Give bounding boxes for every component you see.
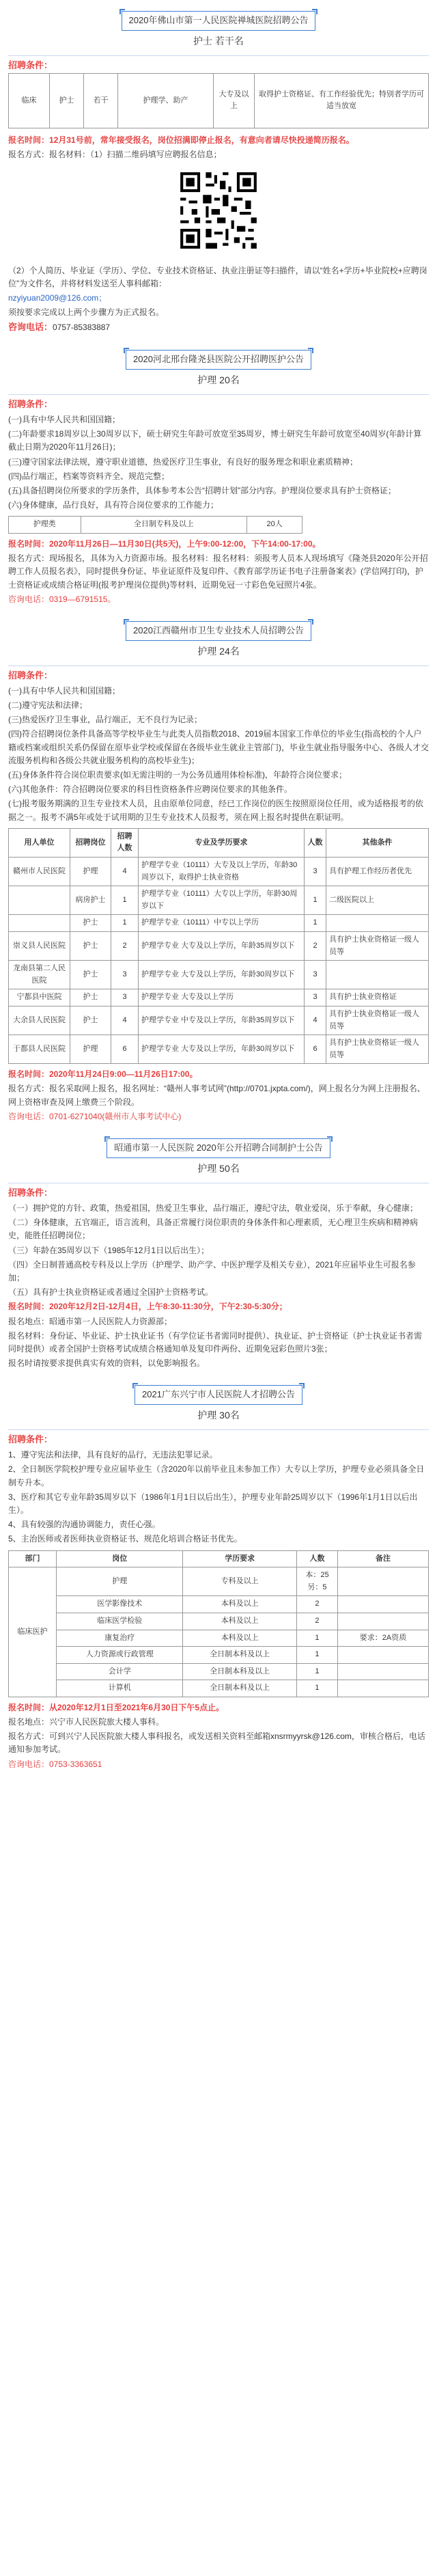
table-cell <box>337 1567 428 1596</box>
table-cell: 1 <box>305 915 326 932</box>
table-cell: 1 <box>305 886 326 915</box>
table-cell: 护士 <box>70 931 111 960</box>
list-item: 5、主治医师或者医师执业资格证书、规范化培训合格证书优先。 <box>8 1534 242 1544</box>
table-header: 人数 <box>305 828 326 857</box>
conditions-label: 招聘条件： <box>8 60 53 71</box>
table-cell: 全日制专科及以上 <box>81 517 247 534</box>
list-item: (一)具有中华人民共和国国籍； <box>8 415 120 425</box>
table-cell: 护理学专业 大专及以上学历 <box>139 989 305 1006</box>
list-item: (四)品行端正，档案等资料齐全、规范完整； <box>8 471 169 481</box>
table-cell: 具有护士执业资格证一级人员等 <box>326 1035 429 1064</box>
section-title: 2020江西赣州市卫生专业技术人员招聘公告 <box>126 621 311 641</box>
table-cell: 本：25 另：5 <box>296 1567 337 1596</box>
table-cell: 1 <box>296 1680 337 1697</box>
table-cell: 4 <box>111 1006 139 1034</box>
list-item: (二)遵守宪法和法律； <box>8 700 87 711</box>
list-item: （一）拥护党的方针、政策，热爱祖国，热爱卫生事业，品行端正，遵纪守法，敬业爱岗，乐于奉献，身心健康； <box>8 1203 419 1214</box>
table-row <box>9 1596 429 1613</box>
list-item: (四)符合招聘岗位条件具备高等学校毕业生与此类人员指数2018、2019届本国家工作单位的毕业生(指高校的个人户籍或档案或组织关系仍保留在原毕业学校或保留在各级毕业生就业主管部门)，毕业生就业指导服务中心、各级人才交流服务机构和各级公共就业服务机构的高校毕业生)； <box>8 729 429 765</box>
table-header: 部门 <box>9 1550 57 1567</box>
section-1 <box>8 11 429 335</box>
list-item: (一)具有中华人民共和国国籍； <box>8 685 120 696</box>
list-item: (二)年龄要求18周岁以上30周岁以下，硕士研究生年龄可放宽至35周岁，博士研究生年龄可放宽至40周岁(年龄计算截止日期为2020年11月26日)； <box>8 429 422 452</box>
time-line: 报名时间：2020年11月26日—11月30日(共5天)，上午9:00-12:00，下午14:00-17:00。 <box>8 538 321 549</box>
table-cell: 护士 <box>50 73 84 128</box>
conditions-label: 招聘条件： <box>8 670 53 681</box>
table-cell: 4 <box>305 1006 326 1034</box>
note-line: 报名时请按要求提供真实有效的资料，以免影响报名。 <box>8 1358 206 1369</box>
table-cell: 若干 <box>84 73 118 128</box>
table-cell: 会计学 <box>57 1663 183 1680</box>
conditions-label: 招聘条件： <box>8 1434 53 1445</box>
conditions-label: 招聘条件： <box>8 1188 53 1198</box>
table-header: 招聘岗位 <box>70 828 111 857</box>
table-cell: 护理学专业 大专及以上学历，年龄35周岁以下 <box>139 931 305 960</box>
phone-label: 咨询电话： <box>8 322 53 333</box>
conditions-label: 招聘条件： <box>8 399 53 410</box>
table-cell: 1 <box>296 1630 337 1647</box>
table-cell: 宁都县中医院 <box>9 989 70 1006</box>
method-line: 报名方式：可到兴宁人民医院旅大楼人事科报名，或发送相关资料至邮箱xnsrmyyrsk@126.com，审核合格后，电话通知参加考试。 <box>8 1731 425 1755</box>
table-row <box>9 1680 429 1697</box>
table-cell: 临床 <box>9 73 50 128</box>
table-cell: 6 <box>111 1035 139 1064</box>
table-cell: 全日制本科及以上 <box>183 1680 297 1697</box>
table-row <box>9 915 429 932</box>
table-cell: 临床医学检验 <box>57 1613 183 1630</box>
positions-table <box>8 1550 429 1697</box>
table-row <box>9 1630 429 1647</box>
table-cell: 护理学专业（10111）大专以上学历，年龄30周岁以下 <box>139 886 305 915</box>
table-cell: 2 <box>296 1613 337 1630</box>
table-cell: 临床医护 <box>9 1567 57 1697</box>
table-cell: 龙南县第二人民医院 <box>9 961 70 989</box>
table-cell <box>337 1680 428 1697</box>
list-item: (三)热爱医疗卫生事业，品行端正，无不良行为记录； <box>8 715 202 725</box>
list-item: (五)具备招聘岗位所要求的学历条件，具体参考本公告“招聘计划”部分内容。护理岗位要求具有护士资格证； <box>8 486 396 496</box>
table-cell: 护士 <box>70 989 111 1006</box>
list-item: 2、全日制医学院校护理专业应届毕业生（含2020年以前毕业且未参加工作）大专以上学历，护理专业必须具备全日制专升本。 <box>8 1464 425 1488</box>
section-title: 2020年佛山市第一人民医院禅城医院招聘公告 <box>122 11 316 31</box>
time-line: 报名时间：从2020年12月1日至2021年6月30日下午5点止。 <box>8 1702 225 1712</box>
section-subtitle: 护理 50名 <box>197 1162 240 1174</box>
table-header: 用人单位 <box>9 828 70 857</box>
qr-code-icon[interactable] <box>178 169 259 251</box>
list-item: （三）年龄在35周岁以下（1985年12月1日以后出生）； <box>8 1245 210 1255</box>
phone-line: 咨询电话：0753-3363651 <box>8 1759 102 1769</box>
table-cell: 全日制本科及以上 <box>183 1663 297 1680</box>
table-cell: 20人 <box>247 517 302 534</box>
table-cell: 要求：2A资质 <box>337 1630 428 1647</box>
table-cell: 具有护理工作经历者优先 <box>326 857 429 886</box>
table-cell: 具有护士执业资格证 <box>326 989 429 1006</box>
table-cell: 于都县人民医院 <box>9 1035 70 1064</box>
table-cell: 取得护士资格证、有工作经验优先；特别者学历可适当放宽 <box>255 73 429 128</box>
table-row <box>9 886 429 915</box>
positions-table <box>8 828 429 1065</box>
table-row <box>9 989 429 1006</box>
list-item: (五)身体条件符合岗位职责要求(如无需注明的一为公务员通用体检标准)，年龄符合岗位要求； <box>8 770 347 780</box>
table-cell: 医学影像技术 <box>57 1596 183 1613</box>
table-cell: 2 <box>305 931 326 960</box>
table-header: 招聘人数 <box>111 828 139 857</box>
deadline-line: 报名时间：12月31号前，常年接受报名，岗位招满即停止报名，有意向者请尽快投递简历报名。 <box>8 135 354 145</box>
section-subtitle: 护理 30名 <box>197 1410 240 1421</box>
table-cell: 大专及以上 <box>214 73 255 128</box>
table-row <box>9 961 429 989</box>
section-2 <box>8 350 429 606</box>
table-row <box>9 931 429 960</box>
table-cell: 护士 <box>70 915 111 932</box>
table-cell: 崇义县人民医院 <box>9 931 70 960</box>
table-cell: 3 <box>111 989 139 1006</box>
table-cell <box>337 1647 428 1664</box>
list-item: （四）全日制普通高校专科及以上学历（护理学、助产学、中医护理学及相关专业），2021年应届毕业生可报名参加； <box>8 1259 416 1283</box>
table-row <box>9 1006 429 1034</box>
method-line: 报名方式：报名采取网上报名，报名网址：“赣州人事考试网”(http://0701.jxpta.com/)，网上报名分为网上注册报名、网上资格审查及网上缴费三个阶段。 <box>8 1084 425 1107</box>
table-header: 学历要求 <box>183 1550 297 1567</box>
table-cell: 计算机 <box>57 1680 183 1697</box>
table-cell: 护理类 <box>9 517 81 534</box>
list-item: 3、医疗和其它专业年龄35周岁以下（1986年1月1日以后出生），护理专业年龄25周岁以下（1996年1月1日以后出生）。 <box>8 1492 418 1515</box>
list-item: （二）身体健康，五官端正，语言流利，具备正常履行岗位职责的身体条件和心理素质，无心理卫生疾病和精神病史，能胜任招聘岗位； <box>8 1218 419 1241</box>
section-title: 2021广东兴宁市人民医院人才招聘公告 <box>135 1385 302 1405</box>
table-cell: 全日制本科及以上 <box>183 1647 297 1664</box>
list-item: （五）具有护士执业资格证或者通过全国护士资格考试。 <box>8 1287 214 1298</box>
table-cell: 4 <box>111 857 139 886</box>
time-line: 报名时间：2020年11月24日9:00—11月26日17:00。 <box>8 1069 198 1080</box>
table-cell: 3 <box>305 857 326 886</box>
table-cell: 1 <box>111 886 139 915</box>
table-header: 人数 <box>296 1550 337 1567</box>
table-cell: 护士 <box>70 961 111 989</box>
section-5 <box>8 1385 429 1771</box>
table-row <box>9 1567 429 1596</box>
table-cell: 本科及以上 <box>183 1596 297 1613</box>
table-header: 备注 <box>337 1550 428 1567</box>
phone-line: 咨询电话：0319—6791515。 <box>8 594 116 604</box>
table-cell: 具有护士执业资格证一级人员等 <box>326 1006 429 1034</box>
list-item: (三)遵守国家法律法规，遵守职业道德，热爱医疗卫生事业，有良好的服务理念和职业素质精神； <box>8 456 358 467</box>
table-row <box>9 857 429 886</box>
section-3 <box>8 621 429 1123</box>
conditions-list <box>8 685 429 824</box>
method-line: 报名方式：报名材料：（1）扫描二维码填写应聘报名信息； <box>8 150 222 160</box>
section-4 <box>8 1138 429 1370</box>
table-cell: 护理学、助产 <box>118 73 214 128</box>
table-cell: 护理学专业（10111）大专及以上学历，年龄30周岁以下，取得护士执业资格 <box>139 857 305 886</box>
section-subtitle: 护理 20名 <box>197 374 240 385</box>
table-row <box>9 1663 429 1680</box>
phone-line: 咨询电话：0701-6271040(赣州市人事考试中心) <box>8 1111 182 1121</box>
table-cell <box>9 886 70 915</box>
table-cell: 具有护士执业资格证一级人员等 <box>326 931 429 960</box>
table-cell: 护理学专业 大专及以上学历，年龄30周岁以下 <box>139 1035 305 1064</box>
table-cell: 护理学专业（10111）中专以上学历 <box>139 915 305 932</box>
table-row <box>9 1035 429 1064</box>
list-item: 4、具有较强的沟通协调能力，责任心强。 <box>8 1520 160 1530</box>
positions-table <box>8 516 302 534</box>
section-subtitle: 护士 若干名 <box>193 35 244 46</box>
table-cell: 康复治疗 <box>57 1630 183 1647</box>
table-cell: 护士 <box>70 1006 111 1034</box>
note-line: 须按要求完成以上两个步骤方为正式报名。 <box>8 307 165 318</box>
conditions-list <box>8 1202 429 1299</box>
time-line: 报名时间：2020年12月2日-12月4日，上午8:30-11:30分，下午2:30-5:30分； <box>8 1302 287 1312</box>
section-title: 昭通市第一人民医院 2020年公开招聘合同制护士公告 <box>107 1138 330 1158</box>
table-cell: 护理学专业 中专及以上学历，年龄35周岁以下 <box>139 1006 305 1034</box>
place-line: 报名地点：兴宁市人民医院旅大楼人事科。 <box>8 1717 165 1727</box>
table-cell: 6 <box>305 1035 326 1064</box>
table-cell: 专科及以上 <box>183 1567 297 1596</box>
table-cell: 1 <box>296 1663 337 1680</box>
table-cell: 2 <box>111 931 139 960</box>
table-cell <box>9 915 70 932</box>
table-cell: 3 <box>111 961 139 989</box>
conditions-list <box>8 1449 429 1546</box>
table-cell: 护理 <box>70 857 111 886</box>
table-cell: 3 <box>305 989 326 1006</box>
table-cell <box>326 915 429 932</box>
table-cell: 3 <box>305 961 326 989</box>
method-line: 报名方式：现场报名，具体为入力资源市场。报名材料：报名材料：须报考人员本人现场填写《隆尧县2020年公开招聘工作人员报名表》，同时提供身份证、毕业证原件及复印件、《教育部学历证书电子注册备案表》(学信网打印)，护士资格证或成绩合格证明(报考护理岗位提供)等材料，近期免冠一寸彩色免冠照片4张。 <box>8 553 428 590</box>
table-cell <box>337 1596 428 1613</box>
table-row <box>9 1613 429 1630</box>
phone-number[interactable]: 0757-85383887 <box>53 323 111 333</box>
table-row <box>9 1647 429 1664</box>
table-cell: 本科及以上 <box>183 1630 297 1647</box>
table-cell: 1 <box>111 915 139 932</box>
materials-line: 报名材料：身份证、毕业证、护士执业证书（有学位证书者需同时提供）、执业证、护士资格证（护士执业证书者需同时提供）或者全国护士资格考试成绩合格通知单及复印件两份、近期免冠彩色照片3张； <box>8 1330 423 1354</box>
table-header: 岗位 <box>57 1550 183 1567</box>
place-line: 报名地点：昭通市第一人民医院人力资源部； <box>8 1316 173 1326</box>
positions-table <box>8 73 429 128</box>
table-cell: 大余县人民医院 <box>9 1006 70 1034</box>
table-cell: 二级医院以上 <box>326 886 429 915</box>
table-header: 其他条件 <box>326 828 429 857</box>
section-subtitle: 护理 24名 <box>197 645 240 657</box>
table-cell: 人力资源或行政管理 <box>57 1647 183 1664</box>
table-cell <box>337 1663 428 1680</box>
table-cell: 病房护士 <box>70 886 111 915</box>
table-cell: 护理 <box>70 1035 111 1064</box>
table-cell: 2 <box>296 1596 337 1613</box>
list-item: (七)报考服务期满的卫生专业技术人员，且由原单位同意，经已工作岗位的医生按照原岗位任用，或为适格报考的依据之一。报考不满5年或处于试用期的卫生专业技术人员报考，须在网上报名时提供在职证明。 <box>8 799 423 822</box>
section-title: 2020河北邢台隆尧县医院公开招聘医护公告 <box>126 350 311 370</box>
table-cell: 护理学专业 大专及以上学历，年龄30周岁以下 <box>139 961 305 989</box>
table-cell: 赣州市人民医院 <box>9 857 70 886</box>
list-item: (六)身体健康，品行良好，具有符合岗位要求的工作能力； <box>8 500 218 510</box>
table-cell: 护理 <box>57 1567 183 1596</box>
table-cell: 本科及以上 <box>183 1613 297 1630</box>
materials-line: （2）个人简历、毕业证（学历）、学位、专业技术资格证、执业注册证等扫描件，请以“姓名+学历+毕业院校+应聘岗位”为文件名，并将材料发送至人事科邮箱： <box>8 265 427 288</box>
list-item: (六)其他条件：符合招聘岗位要求的科目性资格条件应聘岗位要求的其他条件。 <box>8 784 292 795</box>
list-item: 1、遵守宪法和法律，具有良好的品行，无违法犯罪记录。 <box>8 1450 218 1460</box>
email-link[interactable]: nzyiyuan2009@126.com； <box>8 292 107 303</box>
table-cell: 1 <box>296 1647 337 1664</box>
conditions-list <box>8 413 429 512</box>
table-header: 专业及学历要求 <box>139 828 305 857</box>
table-cell <box>326 961 429 989</box>
table-cell <box>337 1613 428 1630</box>
